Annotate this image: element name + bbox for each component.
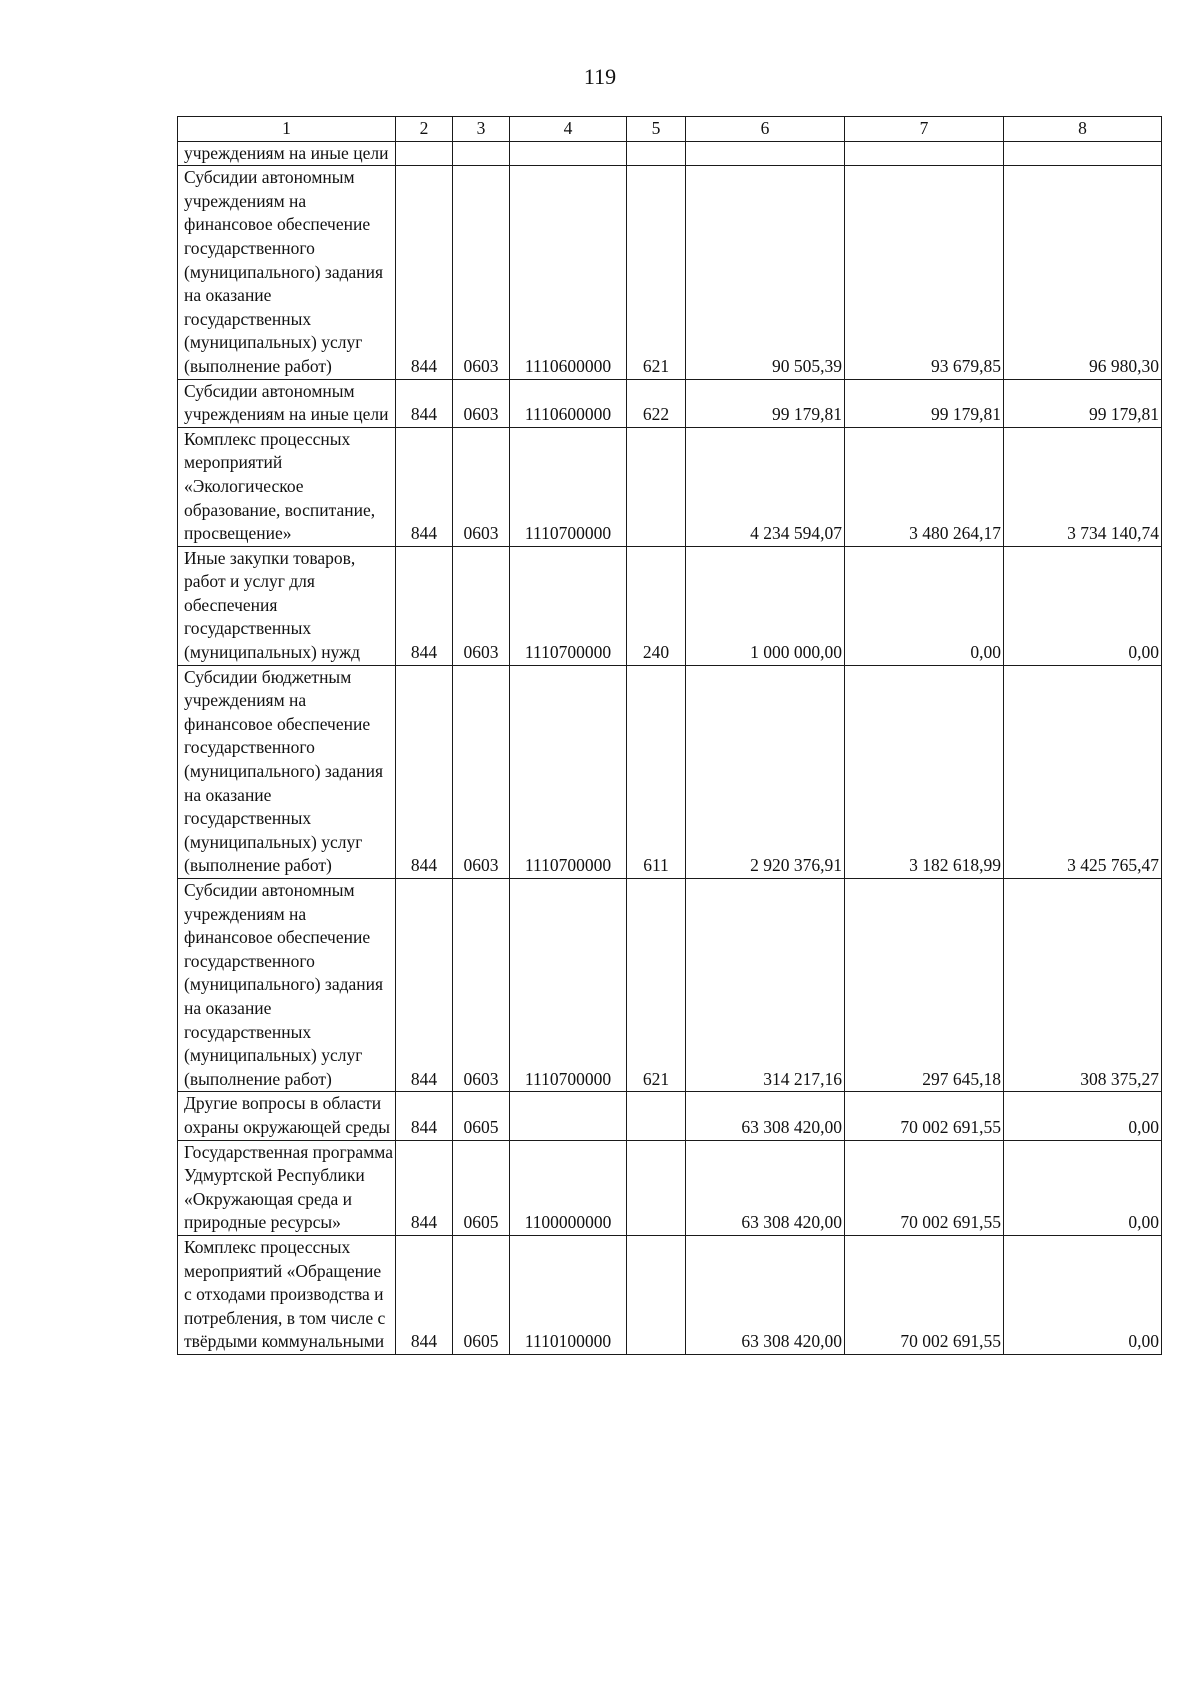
amount-col6-cell: 63 308 420,00	[686, 1140, 845, 1235]
row-name-cell: Другие вопросы в области охраны окружающей среды	[178, 1092, 396, 1140]
column-header: 5	[627, 117, 686, 142]
row-name-cell: учреждениям на иные цели	[178, 141, 396, 166]
table-row	[178, 166, 1162, 379]
amount-col6-cell: 63 308 420,00	[686, 1092, 845, 1140]
column-header: 2	[396, 117, 453, 142]
amount-col8-cell: 96 980,30	[1004, 166, 1162, 379]
column-number-row	[178, 117, 1162, 142]
row-name-cell: Субсидии автономным учреждениям на иные цели	[178, 379, 396, 427]
row-name-cell: Государственная программа Удмуртской Республики «Окружающая среда и природные ресурсы»	[178, 1140, 396, 1235]
section-code-cell: 0605	[453, 1092, 510, 1140]
expense-type-cell: 621	[627, 166, 686, 379]
table-row	[178, 1235, 1162, 1354]
section-code-cell	[453, 141, 510, 166]
amount-col7-cell: 70 002 691,55	[845, 1235, 1004, 1354]
amount-col8-cell: 0,00	[1004, 1092, 1162, 1140]
table-row	[178, 665, 1162, 878]
ved-code-cell: 844	[396, 665, 453, 878]
expense-type-cell	[627, 141, 686, 166]
amount-col7-cell	[845, 141, 1004, 166]
expense-type-cell: 240	[627, 546, 686, 665]
section-code-cell: 0603	[453, 379, 510, 427]
target-article-cell: 1110700000	[510, 665, 627, 878]
row-name-cell: Комплекс процессных мероприятий «Экологическое образование, воспитание, просвещение»	[178, 427, 396, 546]
amount-col7-cell: 70 002 691,55	[845, 1140, 1004, 1235]
expense-type-cell	[627, 427, 686, 546]
section-code-cell: 0603	[453, 665, 510, 878]
amount-col6-cell	[686, 141, 845, 166]
table-row	[178, 141, 1162, 166]
column-header: 6	[686, 117, 845, 142]
amount-col7-cell: 70 002 691,55	[845, 1092, 1004, 1140]
amount-col8-cell: 99 179,81	[1004, 379, 1162, 427]
table-row	[178, 427, 1162, 546]
amount-col7-cell: 93 679,85	[845, 166, 1004, 379]
target-article-cell: 1110700000	[510, 427, 627, 546]
amount-col7-cell: 3 182 618,99	[845, 665, 1004, 878]
section-code-cell: 0603	[453, 166, 510, 379]
amount-col8-cell: 308 375,27	[1004, 879, 1162, 1092]
column-header: 1	[178, 117, 396, 142]
amount-col8-cell: 3 425 765,47	[1004, 665, 1162, 878]
row-name-cell: Комплекс процессных мероприятий «Обращение с отходами производства и потребления, в том числе с твёрдыми коммунальными	[178, 1235, 396, 1354]
expense-type-cell: 611	[627, 665, 686, 878]
ved-code-cell: 844	[396, 879, 453, 1092]
target-article-cell: 1110600000	[510, 379, 627, 427]
ved-code-cell	[396, 141, 453, 166]
expense-type-cell	[627, 1140, 686, 1235]
target-article-cell: 1110600000	[510, 166, 627, 379]
amount-col6-cell: 63 308 420,00	[686, 1235, 845, 1354]
ved-code-cell: 844	[396, 1140, 453, 1235]
row-name-cell: Иные закупки товаров, работ и услуг для обеспечения государственных (муниципальных) нужд	[178, 546, 396, 665]
row-name-cell: Субсидии бюджетным учреждениям на финансовое обеспечение государственного (муниципального) задания на оказание государственных (муниципальных) услуг (выполнение работ)	[178, 665, 396, 878]
ved-code-cell: 844	[396, 1235, 453, 1354]
table-row	[178, 546, 1162, 665]
page-number: 119	[583, 64, 617, 89]
expense-type-cell	[627, 1092, 686, 1140]
target-article-cell: 1100000000	[510, 1140, 627, 1235]
section-code-cell: 0605	[453, 1235, 510, 1354]
amount-col6-cell: 4 234 594,07	[686, 427, 845, 546]
target-article-cell: 1110700000	[510, 879, 627, 1092]
table-row	[178, 1092, 1162, 1140]
amount-col7-cell: 99 179,81	[845, 379, 1004, 427]
amount-col8-cell	[1004, 141, 1162, 166]
amount-col6-cell: 99 179,81	[686, 379, 845, 427]
section-code-cell: 0603	[453, 427, 510, 546]
amount-col6-cell: 1 000 000,00	[686, 546, 845, 665]
column-header: 3	[453, 117, 510, 142]
amount-col7-cell: 3 480 264,17	[845, 427, 1004, 546]
table-row	[178, 379, 1162, 427]
table-row	[178, 879, 1162, 1092]
ved-code-cell: 844	[396, 546, 453, 665]
target-article-cell: 1110100000	[510, 1235, 627, 1354]
row-name-cell: Субсидии автономным учреждениям на финансовое обеспечение государственного (муниципального) задания на оказание государственных (муниципальных) услуг (выполнение работ)	[178, 879, 396, 1092]
ved-code-cell: 844	[396, 166, 453, 379]
target-article-cell	[510, 1092, 627, 1140]
budget-table	[177, 116, 1162, 1355]
ved-code-cell: 844	[396, 379, 453, 427]
target-article-cell: 1110700000	[510, 546, 627, 665]
amount-col6-cell: 2 920 376,91	[686, 665, 845, 878]
expense-type-cell	[627, 1235, 686, 1354]
amount-col7-cell: 0,00	[845, 546, 1004, 665]
target-article-cell	[510, 141, 627, 166]
amount-col8-cell: 3 734 140,74	[1004, 427, 1162, 546]
amount-col8-cell: 0,00	[1004, 546, 1162, 665]
expense-type-cell: 621	[627, 879, 686, 1092]
table-row	[178, 1140, 1162, 1235]
ved-code-cell: 844	[396, 1092, 453, 1140]
amount-col8-cell: 0,00	[1004, 1140, 1162, 1235]
row-name-cell: Субсидии автономным учреждениям на финансовое обеспечение государственного (муниципального) задания на оказание государственных (муниципальных) услуг (выполнение работ)	[178, 166, 396, 379]
section-code-cell: 0603	[453, 879, 510, 1092]
expense-type-cell: 622	[627, 379, 686, 427]
column-header: 7	[845, 117, 1004, 142]
amount-col6-cell: 314 217,16	[686, 879, 845, 1092]
section-code-cell: 0603	[453, 546, 510, 665]
column-header: 4	[510, 117, 627, 142]
ved-code-cell: 844	[396, 427, 453, 546]
amount-col6-cell: 90 505,39	[686, 166, 845, 379]
amount-col8-cell: 0,00	[1004, 1235, 1162, 1354]
amount-col7-cell: 297 645,18	[845, 879, 1004, 1092]
column-header: 8	[1004, 117, 1162, 142]
section-code-cell: 0605	[453, 1140, 510, 1235]
